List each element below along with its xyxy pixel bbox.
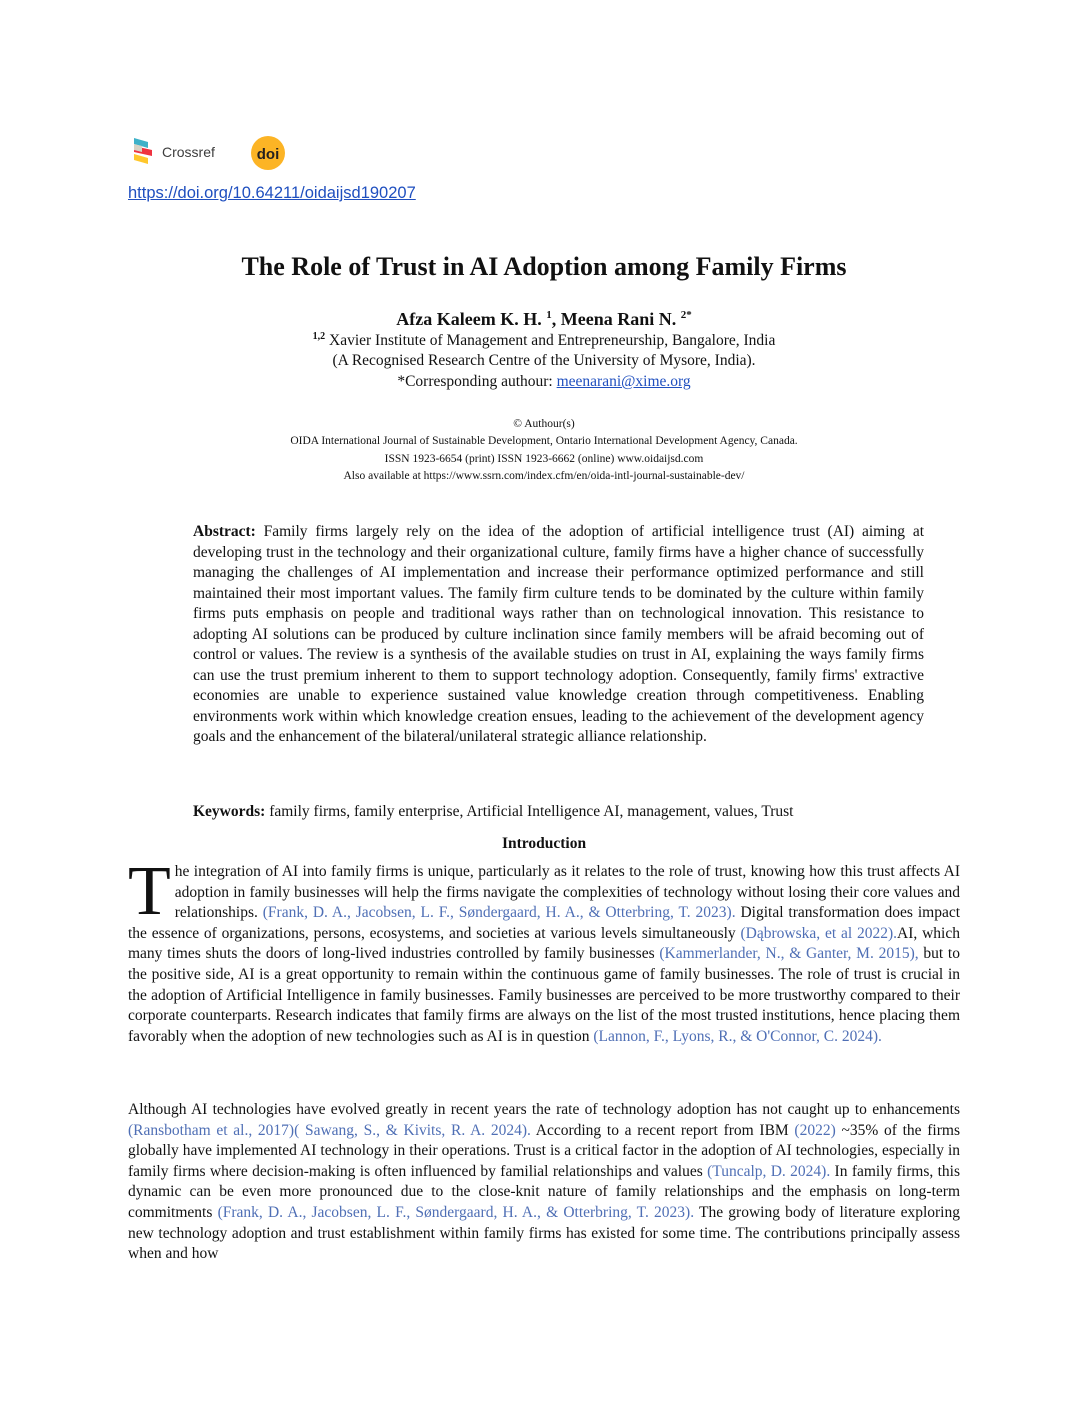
doi-link[interactable]: https://doi.org/10.64211/oidaijsd190207 <box>128 184 416 202</box>
citation: (Tuncalp, D. 2024). <box>707 1162 831 1180</box>
p2-text-1: Although AI technologies have evolved greatly in recent years the rate of technology adoption has not caught up to enhancements <box>128 1101 960 1118</box>
p2-text-4: In family firms, this dynamic can be even more pronounced due to the close-knit nature of family relationships and the emphasis on long-term commitments <box>128 1162 960 1221</box>
citation: (Lannon, F., Lyons, R., & O'Connor, C. 2024). <box>593 1027 882 1045</box>
citation: (Dąbrowska, et al 2022). <box>740 924 898 942</box>
doi-badge-label: doi <box>256 146 280 163</box>
abstract-text: Family firms largely rely on the idea of the adoption of artificial intelligence trust (AI) aiming at developing trust in the technology and their organizational culture, family firms have a higher chance of successfully managing the challenges of AI implementation and increase their performance optimized performance and still maintained their most important values. The family firm culture tends to be dominated by the culture within family firms puts emphasis on people and traditional ways rather than on technological innovation. This resistance to adopting AI solutions can be produced by culture inclination since family members will be afraid becoming out of control or values. The review is a synthesis of the available studies on trust in AI, explaining the ways family firms can use the trust premium inherent to them to support technology adoption. Consequently, family firms' extractive economies are unable to experience sustained value knowledge creation through competitiveness. Enabling environments work within which knowledge creation ensues, leading to the achievement of the development agency goals and the enhancement of the bilateral/unilateral strategic alliance relationship. <box>193 523 924 745</box>
abstract-label: Abstract: <box>193 523 256 540</box>
p1-text-3: AI, which many times shuts the doors of long-lived industries controlled by family businesses <box>128 924 960 963</box>
drop-cap: T <box>128 853 171 930</box>
affiliation-line-1 <box>0 331 1088 350</box>
citation: (2022) <box>794 1121 836 1139</box>
journal-line: OIDA International Journal of Sustainable Development, Ontario International Development Agency, Canada. <box>290 435 798 447</box>
author-2-sup: 2* <box>680 309 692 321</box>
doi-badge-icon[interactable] <box>250 135 286 171</box>
p1-text-1: he integration of AI into family firms is unique, particularly as it relates to the role of trust, knowing how this trust affects AI adoption in family businesses will help the firms navigate the complexities of technology without losing their core values and relationships. <box>174 863 960 922</box>
citation: (Kammerlander, N., & Ganter, M. 2015), <box>659 945 919 963</box>
crossref-logo[interactable] <box>134 134 234 170</box>
crossref-icon <box>134 136 158 166</box>
affiliation-text: Xavier Institute of Management and Entrepreneurship, Bangalore, India <box>329 332 776 350</box>
p2-text-5: The growing body of literature exploring new technology adoption and trust establishment within family firms has existed for some time. The contributions principally assess when and how <box>128 1203 960 1263</box>
copyright-line: © Authour(s) <box>513 418 575 430</box>
citation: (Frank, D. A., Jacobsen, L. F., Søndergaard, H. A., & Otterbring, T. 2023). <box>262 904 736 922</box>
author-1-sup: 1 <box>546 309 552 321</box>
crossref-wordmark: Crossref <box>162 144 215 160</box>
intro-paragraph-2 <box>128 1100 960 1265</box>
citation: (Ransbotham et al., 2017)( Sawang, S., & Kivits, R. A. 2024). <box>128 1121 531 1139</box>
p1-text-4: but to the positive side, AI is a great opportunity to remain within the continuous game of family businesses. The role of trust is crucial in the adoption of Artificial Intelligence in family businesses. Family businesses are perceived to be more trustworthy compared to their corporate counterparts. Research indicates that family firms are always on the list of the most trusted institutions, hence placing them favorably when the adoption of new technologies such as AI is in question <box>128 945 960 1045</box>
keywords-label: Keywords: <box>193 803 266 820</box>
affiliation-sup: 1,2 <box>312 331 326 342</box>
author-line: Afza Kaleem K. H. $^1$, Meena Rani N. $^{2*}$ <box>396 309 692 329</box>
abstract <box>193 522 924 748</box>
corresponding-email-link[interactable]: meenarani@xime.org <box>556 373 691 390</box>
p2-text-2: According to a recent report from IBM <box>530 1121 795 1139</box>
author-2: Meena Rani N. <box>560 309 677 329</box>
p2-text-3: ~35% of the firms globally have implemented AI technology in their operations. Trust is a critical factor in the adoption of AI technologies, especially in family firms where decision-making is often influenced by familial relationships and values <box>128 1121 960 1180</box>
corresponding-author <box>0 373 1088 391</box>
also-available-line: Also available at https://www.ssrn.com/index.cfm/en/oida-intl-journal-sustainable-dev/ <box>343 470 745 482</box>
issn-line: ISSN 1923-6654 (print) ISSN 1923-6662 (online) www.oidaijsd.com <box>384 453 704 465</box>
corresponding-label: *Corresponding authour: <box>397 373 553 390</box>
keywords <box>193 803 924 821</box>
p1-text-2: Digital transformation does impact the essence of organizations, persons, ecosystems, and societies at various levels simultaneously <box>128 904 961 942</box>
introduction-heading: Introduction <box>501 835 587 852</box>
keywords-text: family firms, family enterprise, Artificial Intelligence AI, management, values, Trust <box>269 803 794 820</box>
paper-title: The Role of Trust in AI Adoption among Family Firms <box>241 252 847 281</box>
intro-paragraph-1 <box>128 853 961 1047</box>
affiliation-line-2: (A Recognised Research Centre of the University of Mysore, India). <box>332 352 756 369</box>
author-1: Afza Kaleem K. H. <box>396 309 542 329</box>
citation: (Frank, D. A., Jacobsen, L. F., Søndergaard, H. A., & Otterbring, T. 2023). <box>217 1203 695 1221</box>
